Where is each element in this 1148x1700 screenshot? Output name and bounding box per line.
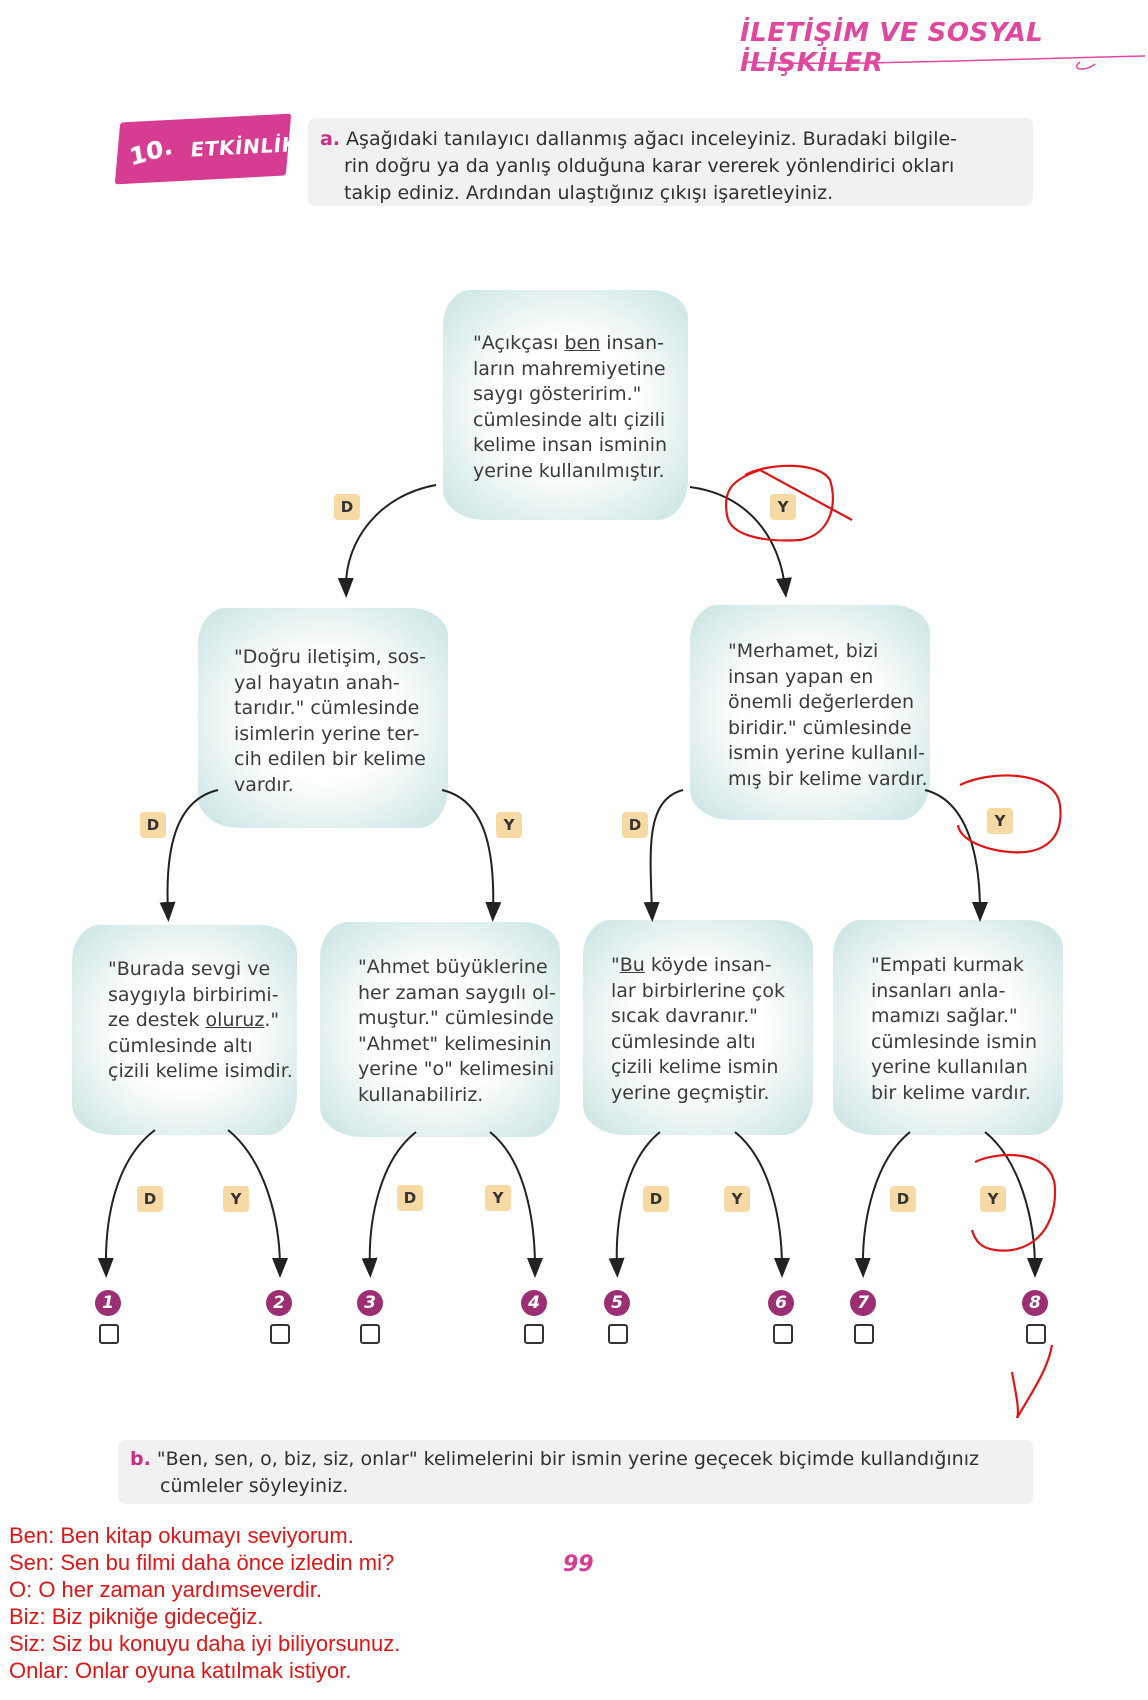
bubble-line-underlined: ze destek oluruz." (108, 1009, 280, 1031)
output-checkbox-3[interactable] (360, 1324, 380, 1344)
output-number-6: 6 (768, 1290, 794, 1316)
bubble-line: ismin yerine kullanıl- (728, 742, 925, 764)
bubble-line: sıcak davranır." (611, 1005, 758, 1027)
root-line: yerine kullanılmıştır. (473, 459, 665, 482)
answer-line: Sen: Sen bu filmi daha önce izledin mi? (9, 1550, 395, 1575)
bubble-line: insan yapan en (728, 665, 874, 688)
root-line-1: "Açıkçası ben insan- (473, 332, 665, 354)
activity-badge (115, 114, 299, 185)
instruction-line: rin doğru ya da yanlış olduğuna karar vererek yönlendirici okları (344, 155, 955, 177)
bubble-line: bir kelime vardır. (871, 1081, 1031, 1104)
bubble-line: lar birbirlerine çok (611, 979, 785, 1002)
d-label: D (643, 1186, 669, 1212)
bubble-line: cümlesinde altı (108, 1034, 253, 1057)
red-checkmark (1012, 1345, 1052, 1418)
y-label: Y (724, 1186, 750, 1212)
d-label: D (140, 812, 166, 838)
bubble-line: biridir." cümlesinde (728, 716, 912, 739)
bubble-line: yerine "o" kelimesini (358, 1058, 555, 1080)
y-label: Y (485, 1185, 511, 1211)
bubble-line: önemli değerlerden (728, 691, 915, 713)
bubble-line: "Merhamet, bizi (728, 640, 879, 662)
bubble-line: "Burada sevgi ve (108, 958, 271, 980)
arrow-r-d (651, 790, 683, 912)
output-number-4: 4 (521, 1290, 547, 1316)
bubble-line: saygıyla birbirimi- (108, 983, 279, 1006)
bubble-line: yerine geçmiştir. (611, 1081, 770, 1104)
bubble-line: her zaman saygılı ol- (358, 981, 556, 1004)
d-label: D (890, 1186, 916, 1212)
bubble-line: muştur." cümlesinde (358, 1007, 554, 1029)
instruction-line: Aşağıdaki tanılayıcı dallanmış ağacı inceleyiniz. Buradaki bilgile- (346, 128, 958, 150)
leaf-bubble-2 (320, 922, 560, 1137)
d-label: D (622, 812, 648, 838)
bubble-line: yal hayatın anah- (234, 671, 400, 694)
y-label: Y (987, 808, 1013, 834)
bubble-line: vardır. (234, 773, 294, 796)
d-label: D (137, 1186, 163, 1212)
output-checkbox-5[interactable] (608, 1324, 628, 1344)
part-a-marker: a. (320, 128, 341, 150)
leaf-bubble-4 (833, 920, 1063, 1135)
output-number-2: 2 (266, 1290, 292, 1316)
output-checkbox-8[interactable] (1026, 1324, 1046, 1344)
leaf-bubble-1 (72, 925, 297, 1135)
output-number-1: 1 (95, 1290, 121, 1316)
answer-line: Biz: Biz pikniğe gideceğiz. (9, 1604, 264, 1629)
arrow-l-y (442, 790, 493, 912)
activity-number: 10. (127, 132, 175, 172)
y-label: Y (496, 812, 522, 838)
bubble-line: mamızı sağlar." (871, 1005, 1018, 1027)
y-label: Y (980, 1186, 1006, 1212)
answer-line: Ben: Ben kitap okumayı seviyorum. (9, 1523, 354, 1548)
instruction-line: takip ediniz. Ardından ulaştığınız çıkışı işaretleyiniz. (344, 182, 834, 204)
root-line: cümlesinde altı çizili (473, 408, 666, 431)
bubble-line: yerine kullanılan (871, 1056, 1028, 1078)
arrow-r-y (925, 790, 980, 912)
part-b-instruction (118, 1440, 1033, 1504)
bubble-line: "Doğru iletişim, sos- (234, 646, 426, 668)
root-line: kelime insan isminin (473, 434, 668, 456)
root-line: ların mahremiyetine (473, 357, 666, 380)
output-checkbox-1[interactable] (99, 1324, 119, 1344)
bubble-line: "Empati kurmak (871, 954, 1024, 976)
bubble-line: insanları anla- (871, 979, 1006, 1002)
left-question-bubble (198, 608, 448, 828)
d-label: D (334, 494, 360, 520)
right-question-bubble (690, 605, 930, 820)
output-checkbox-4[interactable] (524, 1324, 544, 1344)
part-a-instruction (308, 118, 1033, 206)
root-line: saygı gösteririm." (473, 383, 642, 405)
chapter-title: İLETİŞİM VE SOSYAL İLİŞKİLER (740, 18, 1044, 78)
output-number-5: 5 (604, 1290, 630, 1316)
bubble-line: kullanabiliriz. (358, 1083, 484, 1106)
d-label: D (397, 1185, 423, 1211)
y-label: Y (770, 494, 796, 520)
page-number: 99 (563, 1552, 594, 1577)
output-checkbox-7[interactable] (854, 1324, 874, 1344)
output-number-7: 7 (850, 1290, 876, 1316)
bubble-line: cümlesinde ismin (871, 1030, 1037, 1053)
answer-line: Siz: Siz bu konuyu daha iyi biliyorsunuz. (9, 1631, 401, 1656)
bubble-line-underlined: "Bu köyde insan- (611, 954, 772, 976)
bubble-line: "Ahmet büyüklerine (358, 956, 548, 978)
part-b-marker: b. (130, 1448, 151, 1470)
answer-line: O: O her zaman yardımseverdir. (9, 1577, 322, 1602)
output-number-3: 3 (357, 1290, 383, 1316)
answer-line: Onlar: Onlar oyuna katılmak istiyor. (9, 1658, 352, 1683)
bubble-line: "Ahmet" kelimesinin (358, 1032, 552, 1055)
output-checkbox-2[interactable] (270, 1324, 290, 1344)
part-b-line: "Ben, sen, o, biz, siz, onlar" kelimelerini bir ismin yerine geçecek biçimde kullandığınız (156, 1448, 979, 1470)
y-label: Y (223, 1186, 249, 1212)
answer-list (9, 1522, 400, 1684)
bubble-line: tarıdır." cümlesinde (234, 697, 420, 719)
leaf-bubble-3 (583, 920, 813, 1135)
bubble-line: isimlerin yerine ter- (234, 722, 420, 745)
output-number-8: 8 (1022, 1290, 1048, 1316)
bubble-line: çizili kelime ismin (611, 1056, 779, 1078)
bubble-line: mış bir kelime vardır. (728, 767, 928, 790)
bubble-line: cümlesinde altı (611, 1030, 756, 1053)
output-checkbox-6[interactable] (773, 1324, 793, 1344)
bubble-line: cih edilen bir kelime (234, 748, 426, 770)
part-b-line: cümleler söyleyiniz. (160, 1475, 349, 1497)
activity-label: ETKİNLİK (189, 132, 299, 162)
bubble-line: çizili kelime isimdir. (108, 1060, 293, 1082)
root-question-bubble (443, 290, 688, 520)
